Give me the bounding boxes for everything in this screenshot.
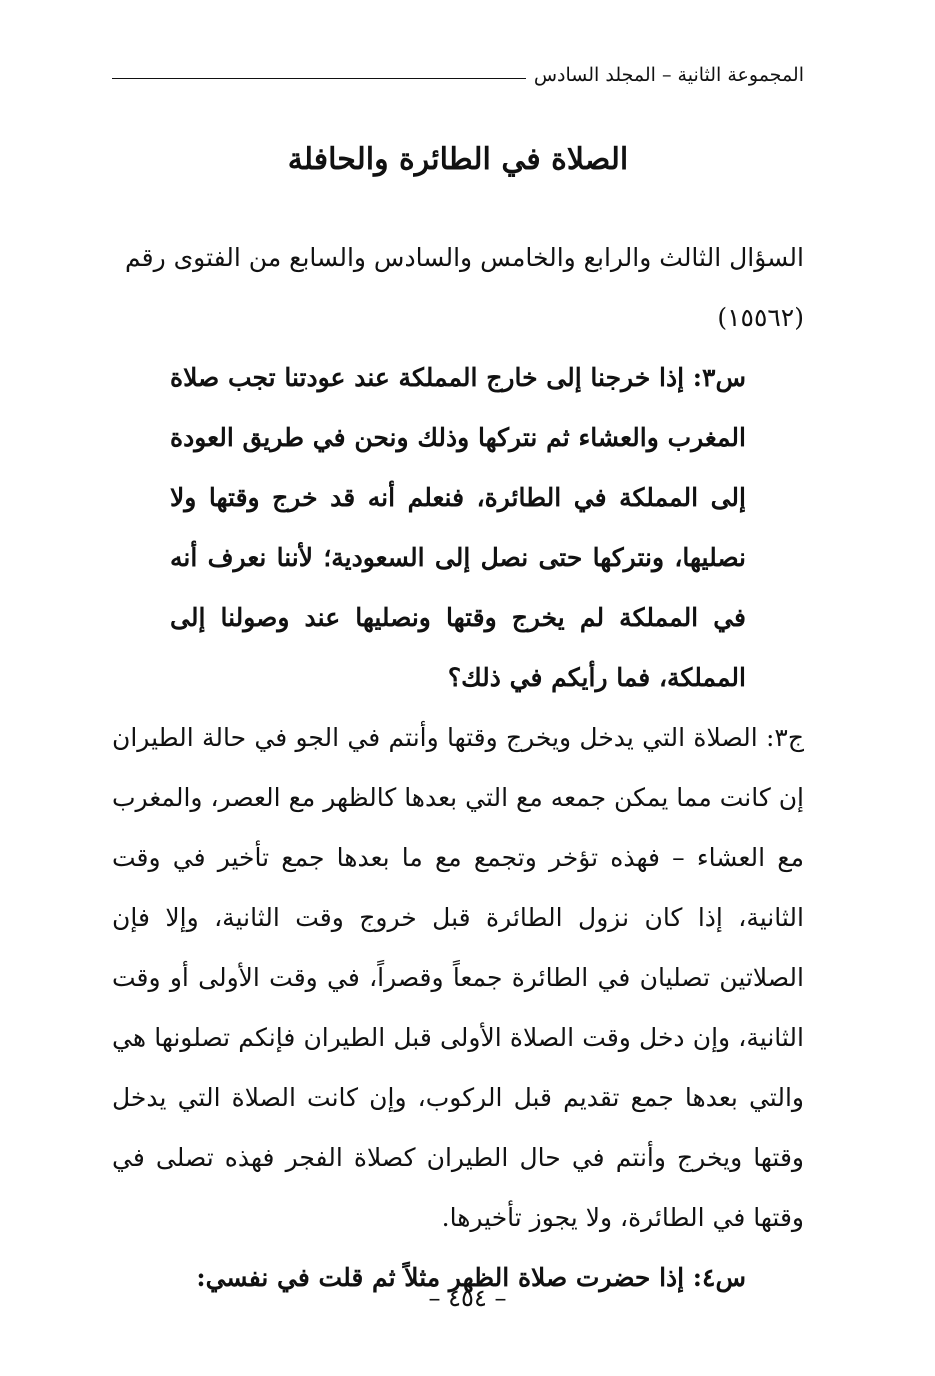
running-header — [112, 58, 804, 92]
running-header-rule — [112, 78, 526, 79]
page-number: – ٤٥٤ – — [428, 1284, 507, 1312]
question-3: س٣: إذا خرجنا إلى خارج المملكة عند عودتنا تجب صلاة المغرب والعشاء ثم نتركها وذلك ونحن في طريق العودة إلى المملكة في الطائرة، فنعلم أنه قد خرج وقتها ولا نصليها، ونتركها حتى نصل إلى السعودية؛ لأننا نعرف أنه في المملكة لم يخرج وقتها ونصليها عند وصولنا إلى المملكة، فما رأيكم في ذلك؟ — [170, 363, 746, 692]
page-body — [112, 228, 804, 1308]
page-title: الصلاة في الطائرة والحافلة — [287, 142, 629, 177]
question-4: س٤: إذا حضرت صلاة الظهر مثلاً ثم قلت في نفسي: — [196, 1263, 746, 1292]
answer-3: ج٣: الصلاة التي يدخل ويخرج وقتها وأنتم في الجو في حالة الطيران إن كانت مما يمكن جمعه مع التي بعدها كالظهر مع العصر، والمغرب مع العشاء – فهذه تؤخر وتجمع مع ما بعدها جمع تأخير في وقت الثانية، إذا كان نزول الطائرة قبل خروج وقت الثانية، وإلا فإن الصلاتين تصليان في الطائرة جمعاً وقصراً، في وقت الأولى أو وقت الثانية، وإن دخل وقت الصلاة الأولى قبل الطيران فإنكم تصلونها هي والتي بعدها جمع تقديم قبل الركوب، وإن كانت الصلاة التي يدخل وقتها ويخرج وأنتم في حال الطيران كصلاة الفجر فهذه تصلى في وقتها في الطائرة، ولا يجوز تأخيرها. — [112, 723, 804, 1232]
running-header-title: المجموعة الثانية – المجلد السادس — [533, 64, 804, 86]
fatwa-number: (١٥٥٦٢) — [717, 303, 804, 332]
intro-paragraph: السؤال الثالث والرابع والخامس والسادس والسابع من الفتوى رقم — [125, 243, 804, 272]
